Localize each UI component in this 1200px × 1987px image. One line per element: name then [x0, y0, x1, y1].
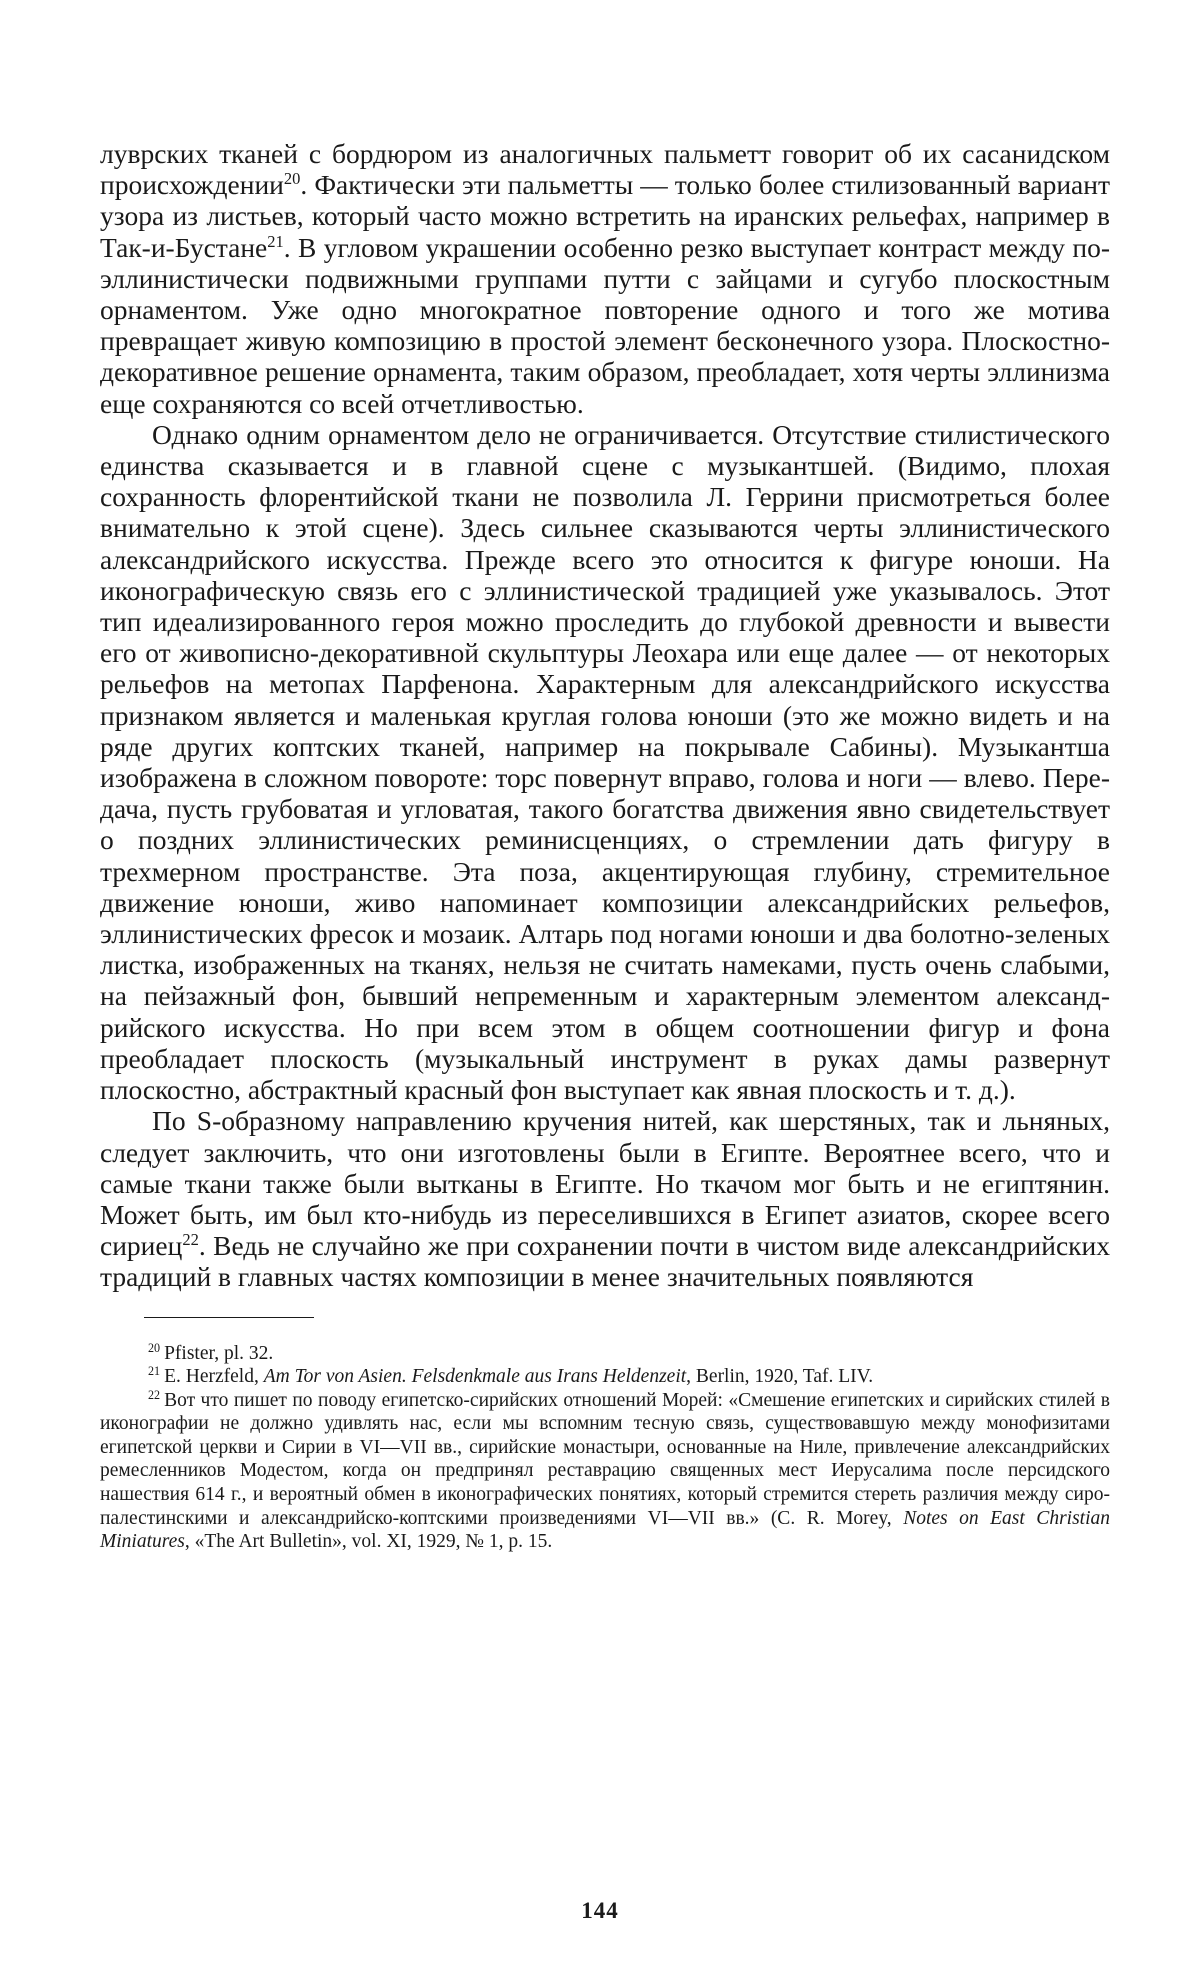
- paragraph-1-text-b: . Фактически эти пальметты — только более стилизованный вариант узора из листьев, который часто можно встретить на иранских рельефах, например в Так-и-Бустане: [100, 169, 1110, 263]
- paragraph-1-text-c: . В угловом украшении особенно резко выступает контраст между по-эллинистически подвижными группами путти с зайцами и сугубо плоскостным орнаментом. Уже одно многократное повторение одного и того же мотива превращает живую композицию в простой элемент бесконечного узора. Плоскостно-декоративное решение орнамента, таким образом, преобладает, хотя черты эллинизма еще сохраняются со всей отчетливостью.: [100, 231, 1110, 419]
- paragraph-1: [100, 138, 1110, 419]
- footnote-20: [100, 1342, 1110, 1366]
- footnote-22: [100, 1389, 1110, 1554]
- footnote-22-mark: 22: [148, 1388, 161, 1403]
- footnote-22-title: Notes on East Christian Miniatures: [100, 1507, 1110, 1553]
- footnote-20-text: Pfister, pl. 32.: [164, 1342, 274, 1364]
- paragraph-1-text-a: лувpских тканей с бордюром из аналогичных пальметт говорит об их сасанидском происхождении: [100, 138, 1110, 201]
- footnote-21-title: Am Tor von Asien. Felsdenkmale aus Irans Heldenzeit: [263, 1366, 687, 1388]
- page-content: [100, 138, 1110, 1554]
- footnote-21-author: E. Herzfeld,: [164, 1366, 264, 1388]
- footnote-21-rest: , Berlin, 1920, Taf. LIV.: [686, 1366, 874, 1388]
- paragraph-3-text-a: По S-образному направлению кручения нитей, как шерстяных, так и льняных, следует заключить, что они изготовлены были в Египте. Вероятнее всего, что и самые ткани также были вытканы в Египте. Но ткачом мог быть и не египтянин. Может быть, им был кто-нибудь из переселившихся в Египет азиатов, скорее всего сириец: [100, 1105, 1110, 1262]
- page-number: 144: [581, 1898, 619, 1923]
- footnote-22-text: Вот что пишет по поводу египетско-сирийских отношений Морей: «Смешение египетских и сирийских стилей в иконографии не должно удивлять нас, если мы вспомним тесную связь, существовавшую между монофизитами египетской церкви и Сирии в VI—VII вв., сирийские монастыри, основанные на Ниле, привлечение александрийских ремесленников Модестом, когда он предпринял реставрацию священных мест Иерусалима после персидского нашествия 614 г., и вероятный обмен в иконографических понятиях, который стремится стереть различия между сиро-палестинскими и александрийско-коптскими произведениями VI—VII вв.» (C. R. Morey,: [100, 1389, 1110, 1529]
- main-text: [100, 138, 1110, 1293]
- paragraph-2: Однако одним орнаментом дело не ограничивается. Отсутствие стилистического единства сказывается и в главной сцене с музыкантшей. (Видимо, плохая сохранность флорентийской ткани не позволила Л. Геррини присмотреться более внимательно к этой сцене). Здесь сильнее сказываются черты эллинистического александрийского искусства. Прежде всего это относится к фигуре юноши. На иконографическую связь его с эллинистической традицией уже указывалось. Этот тип идеализированного героя можно проследить до глубокой древности и вывести его от живописно-декоративной скульптуры Леохара или еще далее — от некоторых рельефов на метопах Парфенона. Характерным для александрийского искусства признаком является и маленькая круглая голова юноши (это же можно видеть и на ряде других коптских тканей, например на покрывале Сабины). Музыкантша изображена в сложном повороте: торс повернут вправо, голова и ноги — влево. Передача, пусть грубоватая и угловатая, такого богатства движения явно свидетельствует о поздних эллинистических реминисценциях, о стремлении дать фигуру в трехмерном пространстве. Эта поза, акцентирующая глубину, стремительное движение юноши, живо напоминает композиции александрийских рельефов, эллинистических фресок и мозаик. Алтарь под ногами юноши и два болотно-зеленых листка, изображенных на тканях, нельзя не считать намеками, пусть очень слабыми, на пейзажный фон, бывший непременным и характерным элементом александрийского искусства. Но при всем этом в общем соотношении фигур и фона преобладает плоскость (музыкальный инструмент в руках дамы развернут плоскостно, абстрактный красный фон выступает как явная плоскость и т. д.).: [100, 418, 1110, 1106]
- paragraph-3: [100, 1105, 1110, 1292]
- footnote-ref-21: 21: [267, 231, 284, 251]
- footnote-21-mark: 21: [148, 1364, 161, 1379]
- footnote-ref-20: 20: [283, 169, 301, 189]
- footnote-divider: [144, 1317, 314, 1318]
- footnote-21: [100, 1365, 1110, 1389]
- footnote-ref-22: 22: [182, 1230, 199, 1250]
- footnotes: [100, 1342, 1110, 1554]
- footnote-22-rest: , «The Art Bulletin», vol. XI, 1929, № 1, p. 15.: [184, 1531, 553, 1553]
- footnote-20-mark: 20: [148, 1340, 161, 1355]
- paragraph-3-text-b: . Ведь не случайно же при сохранении почти в чистом виде александрийских традиций в главных частях композиции в менее значительных появляются: [100, 1230, 1110, 1293]
